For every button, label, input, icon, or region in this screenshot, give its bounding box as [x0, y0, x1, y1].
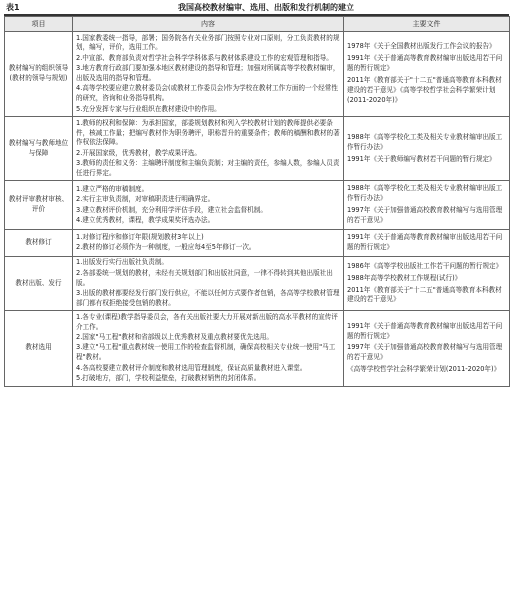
row-content	[73, 256, 344, 310]
table-row	[5, 256, 510, 310]
content-point: 2.实行主审负责制，对审稿职责进行明确界定。	[76, 195, 215, 204]
document-reference: 1988年《高等学校化工类及相关专业教材编审出版工作暂行办法》	[347, 184, 503, 203]
row-documents	[344, 256, 510, 310]
content-point: 3.建立"马工程"重点教材统一使用工作的检查监督机制，确保高校相关专业统一使用"马工程"教材。	[76, 343, 336, 362]
row-documents	[344, 311, 510, 386]
row-content	[73, 311, 344, 386]
row-content	[73, 181, 344, 230]
content-point: 4.建立优秀教材，课程，教学成果奖评选办法。	[76, 215, 215, 224]
row-documents	[344, 230, 510, 257]
table-row	[5, 117, 510, 181]
row-documents	[344, 117, 510, 181]
row-item-label: 教材编写与教师地位与保障	[5, 117, 73, 181]
row-item-label: 教材修订	[5, 230, 73, 257]
row-documents	[344, 181, 510, 230]
content-point: 3.教师的责任和义务：主编聘评制度和主编负责制；对主编的责任，参编人数，参编人员责任进行界定。	[76, 159, 340, 178]
row-documents	[344, 32, 510, 117]
header-item: 项目	[5, 17, 73, 32]
document-reference: 1978年《关于全国教材出版发行工作会议的报告》	[347, 42, 496, 51]
content-point: 3.地方教育行政部门要加强本地区教材建设的指导和管理；加强对所属高等学校教材编审，出版及选用的指导和管理。	[76, 64, 340, 83]
document-reference: 1991年《关于教师编写教材若干问题的暂行规定》	[347, 154, 496, 163]
table-body	[5, 32, 510, 387]
content-point: 1.建立严格的审稿制度。	[76, 184, 149, 193]
table-row	[5, 311, 510, 386]
row-item-label: 教材评审教材审核、评价	[5, 181, 73, 230]
document-reference: 《高等学校哲学社会科学繁荣计划(2011-2020年)》	[347, 365, 501, 374]
row-content	[73, 117, 344, 181]
mechanism-table	[4, 16, 510, 387]
content-point: 2.各部委统一规划的教材，未经有关规划部门和出版社同意，一律不得转到其他出版社出版。	[76, 268, 333, 287]
document-reference: 1988年高等学校教材工作规程(试行)》	[347, 273, 462, 282]
table-row	[5, 181, 510, 230]
document-reference: 1991年《关于普通高等教育教材编审出版选用若干问题的暂行规定》	[347, 233, 503, 251]
document-reference: 2011年《教育部关于"十二五"普通高等教育本科教材建设的若干意见》	[347, 285, 502, 304]
content-point: 4.高等学校要应建立教材委员会(或教材工作委员会)作为学校在教材工作方面的一个经常性的研究，咨询和业务指导机构。	[76, 84, 338, 103]
content-point: 3.出版的教材都要经发行部门发行供应，不能以任何方式要作者包销，各高等学校教材管理部门都有权拒绝接受包销的教材。	[76, 288, 340, 307]
content-point: 2.中宣部、教育部负责对哲学社会科学学科体系与教材体系建设工作的宏观管理和指导。	[76, 53, 333, 62]
content-point: 4.各高校要建立教材评介制度和教材选用管理制度，保证高质量教材进入课堂。	[76, 363, 307, 372]
content-point: 2.国家"马工程"教材和省部级以上优秀教材及重点教材要优先选用。	[76, 333, 273, 342]
row-content	[73, 230, 344, 257]
row-item-label: 教材选用	[5, 311, 73, 386]
row-content	[73, 32, 344, 117]
table-row	[5, 32, 510, 117]
content-point: 1.对修订程序和修订年限(规划教材3年以上)	[76, 232, 204, 241]
table-caption	[4, 0, 509, 14]
document-reference: 1991年《关于普通高等教育教材编审出版选用若干问题的暂行规定》	[347, 54, 503, 73]
document-reference: 1997年《关于加强普通高校教育教材编写与选用管理的若干意见》	[347, 206, 503, 225]
document-reference: 1986年《高等学校出版社工作若干问题的暂行规定》	[347, 261, 503, 270]
header-documents: 主要文件	[344, 17, 510, 32]
document-reference: 2011年《教育部关于"十二五"普通高等教育本科教材建设的若干意见》《高等学校哲学社会科学繁荣计划(2011-2020年)》	[347, 76, 502, 104]
table-row	[5, 230, 510, 257]
content-point: 1.出版发行实行出版社负责制。	[76, 258, 169, 267]
content-point: 5.充分发挥专家与行业组织在教材建设中的作用。	[76, 104, 221, 113]
document-reference: 1988年《高等学校化工类及相关专业教材编审出版工作暂行办法》	[347, 132, 503, 151]
row-item-label: 教材编写的组织领导(教材的领导与规划)	[5, 32, 73, 117]
content-point: 5.打破地方，部门，学校利益壁垒，打破教材销售的封闭体系。	[76, 374, 261, 383]
table-number: 表1	[6, 2, 20, 12]
document-reference: 1997年《关于加强普通高校教育教材编写与选用管理的若干意见》	[347, 343, 503, 362]
content-point: 2.开展国家级，优秀教材，教学成果评选。	[76, 148, 201, 157]
content-point: 2.教材的修订必须作为一种制度，一般应每4至5年修订一次。	[76, 243, 256, 252]
document-reference: 1991年《关于普通高等教育教材编审出版选用若干问题的暂行规定》	[347, 321, 503, 340]
table-header-row	[5, 17, 510, 32]
content-point: 1.各专业(课程)教学指导委员会，各有关出版社要大力开展对新出版的高水平教材的宣传评介工作。	[76, 312, 338, 331]
header-content: 内容	[73, 17, 344, 32]
content-point: 1.教师的权利和保障：为承担国家，部委规划教材和列入学校教材计划的教师提供必要条件，核减工作量；把编写教材作为职务聘评，职称晋升的重要条件；教师的稿酬和教材的著作权依法保障。	[76, 118, 340, 147]
content-point: 1.国家教委统一指导，部署；国务院各有关业务部门按照专业对口原则，分工负责教材的规划，编写，评价，选用工作。	[76, 33, 340, 52]
content-point: 3.建立教材评价机制，充分利用学评估手段，建立社会监督机制。	[76, 205, 267, 214]
row-item-label: 教材出版、发行	[5, 256, 73, 310]
table-title: 我国高校教材编审、选用、出版和发行机制的建立	[178, 2, 354, 12]
